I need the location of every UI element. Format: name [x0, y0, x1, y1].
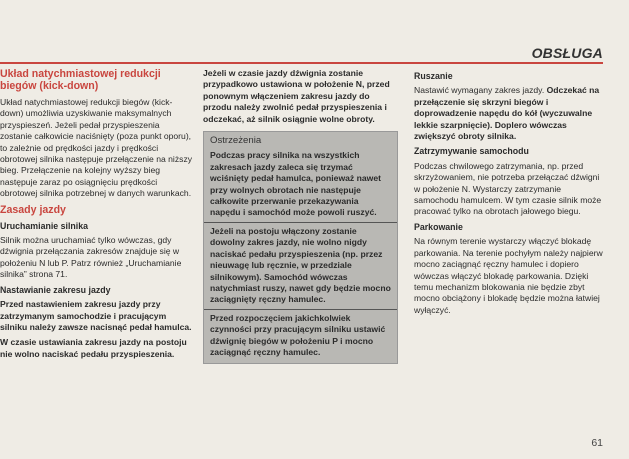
- subheading-stopping: Zatrzymywanie samochodu: [414, 146, 529, 157]
- paragraph-neutral-warning: Jeżeli w czasie jazdy dźwignia zostanie przypadkowo ustawiona w położenie N, przed ponownym włączeniem zakresu jazdy do przodu należy zwolnić pedał przyspieszenia i odczekać, aż silnik osiągnie wolne obroty.: [203, 68, 390, 124]
- paragraph-no-throttle: W czasie ustawiania zakresu jazdy na postoju nie wolno naciskać pedału przyspieszenia.: [0, 337, 187, 359]
- column-middle: [203, 68, 398, 364]
- heading-kick-down: Układ natychmiastowej redukcji biegów (kick-down): [0, 68, 161, 92]
- moving-off-normal: Nastawić wymagany zakres jazdy.: [414, 85, 547, 96]
- paragraph-drive-range: Przed nastawieniem zakresu jazdy przy zatrzymanym samochodzie i pracującym silniku należy zawsze nacisnąć pedał hamulca.: [0, 299, 192, 332]
- warning-box-title: Ostrzeżenia: [210, 135, 262, 147]
- warning-engine-work: Przed rozpoczęciem jakichkolwiek czynności przy pracującym silniku ustawić dźwignię biegów w położeniu P i mocno zaciągnąć ręczny hamulec.: [210, 312, 386, 357]
- column-left: [0, 68, 193, 364]
- column-right: [414, 68, 606, 320]
- warning-divider: [204, 222, 397, 223]
- section-title: OBSŁUGA: [531, 45, 603, 61]
- warning-brake: Podczas pracy silnika na wszystkich zakresach jazdy zaleca się trzymać wciśnięty pedał hamulca, ponieważ nawet przy wolnych obrotach nie następuje całkowite przerwanie przekazywania napędu i samochód może powoli ruszyć.: [210, 150, 381, 218]
- subheading-parking: Parkowanie: [414, 221, 463, 232]
- subheading-engine-start: Uruchamianie silnika: [0, 220, 89, 231]
- heading-driving-rules: Zasady jazdy: [0, 203, 66, 216]
- subheading-drive-range: Nastawianie zakresu jazdy: [0, 284, 111, 295]
- warning-box: [203, 131, 398, 364]
- warning-throttle: Jeżeli na postoju włączony zostanie dowolny zakres jazdy, nie wolno nigdy naciskać pedału przyspieszenia (np. przez nieuwagę lub ręcznie, w przedziale silnikowym). Samochód wówczas natychmiast ruszy, nawet gdy będzie mocno zaciągnięty ręczny hamulec.: [210, 225, 391, 305]
- moving-off-bold: Odczekać na przełączenie się skrzyni biegów i doprowadzenie napędu do kół (wyczuwalne lekkie szarpnięcie). Doplero wówczas zwiększyć obroty silnika.: [414, 85, 600, 142]
- paragraph-stopping: Podczas chwilowego zatrzymania, np. przed skrzyżowaniem, nie potrzeba przełączać dźwigni w położenie N. Wystarczy zatrzymanie samochodu hamulcem. W tym czasie silnik może pracować tylko na obrotach jałowego biegu.: [414, 160, 602, 217]
- paragraph-kick-down: Układ natychmiastowej redukcji biegów (kick-down) umożliwia uzyskiwanie maksymalnych przyspieszeń. Jeżeli pedał przyspieszenia zostanie całkowicie naciśnięty (poza punkt oporu), to zależnie od prędkości jazdy i prędkości obrotowej silnika następuje przełączenie na niższy bieg. Przełączenie na kolejny wyższy bieg następuje zaraz po osiągnięciu prędkości obrotowej silnika potrzebnej w danych warunkach.: [0, 97, 193, 199]
- header-rule: [0, 62, 603, 64]
- paragraph-engine-start: Silnik można uruchamiać tylko wówczas, gdy dźwignia przełączania zakresów znajduje się w położeniu N lub P. Patrz również „Uruchamianie silnika” strona 71.: [0, 235, 182, 280]
- paragraph-moving-off: [414, 85, 606, 142]
- subheading-moving-off: Ruszanie: [414, 71, 453, 81]
- warning-divider: [204, 309, 397, 310]
- paragraph-parking: Na równym terenie wystarczy włączyć blokadę parkowania. Na terenie pochyłym należy najpierw mocno zaciągnąć ręczny hamulec i dopiero wówczas włączyć blokadę parkowania. Dzięki temu mechanizm blokowania nie będzie zbyt mocno obciążony i blokadę będzie można łatwiej wyłączyć.: [414, 236, 603, 315]
- page-number: 61: [591, 437, 603, 449]
